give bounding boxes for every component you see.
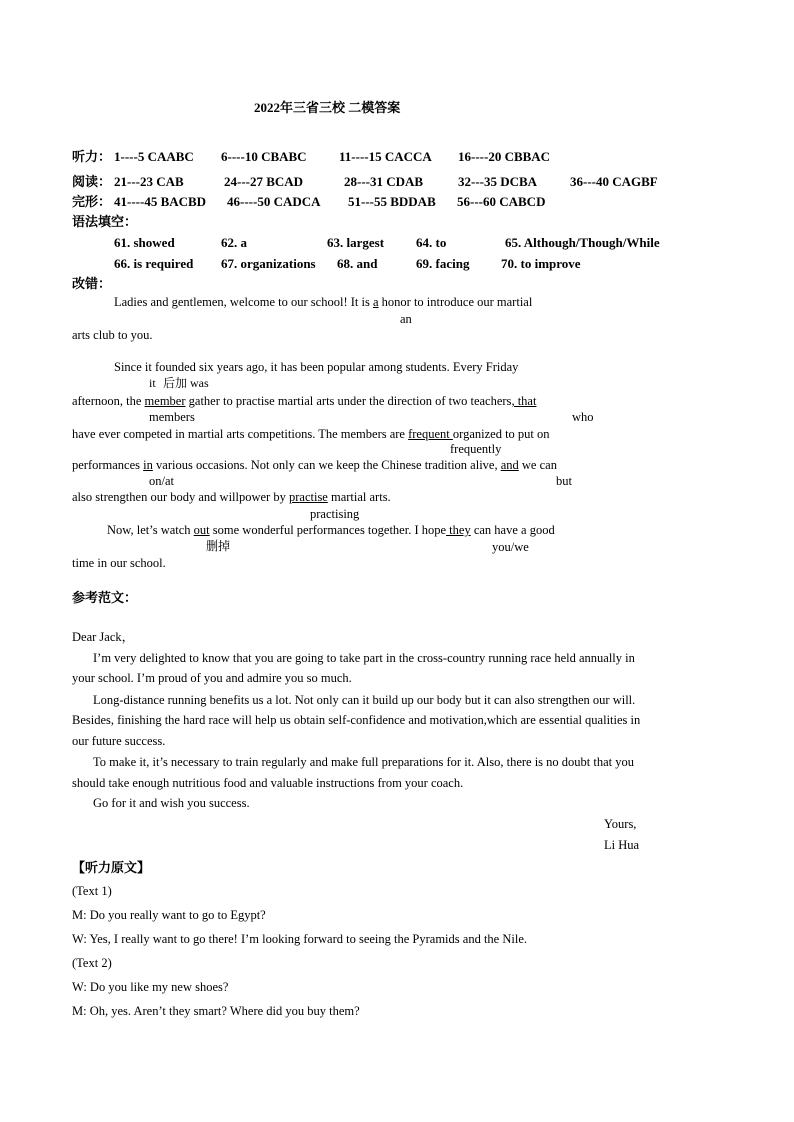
listening-label: 听力： xyxy=(72,149,112,164)
answer-item: 70. to improve xyxy=(501,256,581,271)
correction-fix: but xyxy=(556,474,572,488)
answer-item: 41----45 BACBD xyxy=(114,194,207,209)
answer-item: 56---60 CABCD xyxy=(457,194,546,209)
answer-item: 62. a xyxy=(221,235,247,250)
marked-error: a xyxy=(372,295,379,309)
essay-label: 参考范文： xyxy=(72,590,138,605)
answer-item: 63. largest xyxy=(327,235,385,250)
answer-item: 32---35 DCBA xyxy=(458,174,538,189)
correction-line: Ladies and gentlemen, welcome to our school! It is a honor to introduce our martial xyxy=(114,295,533,309)
answer-item: 51---55 BDDAB xyxy=(348,194,436,209)
answer-item: 67. organizations xyxy=(221,256,316,271)
correction-fix: practising xyxy=(310,507,360,521)
marked-error: , that xyxy=(511,394,537,408)
correction-fix: 后加 was xyxy=(163,376,209,390)
correction-label: 改错： xyxy=(72,276,112,291)
correction-line: time in our school. xyxy=(72,556,166,570)
transcript-label: 【听力原文】 xyxy=(72,860,151,875)
transcript-line: M: Do you really want to go to Egypt? xyxy=(72,908,266,922)
correction-line: Since it founded six years ago, it has been popular among students. Every Friday xyxy=(114,360,519,374)
correction-fix: who xyxy=(572,410,594,424)
reading-label: 阅读： xyxy=(72,174,112,189)
correction-fix: it xyxy=(149,376,156,390)
essay-line: Long-distance running benefits us a lot. Not only can it build up our body but it can also strengthen our will. xyxy=(93,693,636,707)
transcript-line: (Text 1) xyxy=(72,884,112,898)
correction-fix: members xyxy=(149,410,195,424)
answer-item: 36---40 CAGBF xyxy=(570,174,658,189)
marked-error: in xyxy=(143,458,153,472)
answer-item: 1----5 CAABC xyxy=(114,149,194,164)
marked-error: out xyxy=(193,523,210,537)
correction-line: performances in various occasions. Not only can we keep the Chinese tradition alive, and we can xyxy=(72,458,557,472)
grammar-label: 语法填空： xyxy=(72,214,138,229)
transcript-line: W: Do you like my new shoes? xyxy=(72,980,229,994)
essay-line: our future success. xyxy=(72,734,166,748)
marked-error: and xyxy=(500,458,519,472)
answer-item: 68. and xyxy=(337,256,378,271)
answer-item: 6----10 CBABC xyxy=(221,149,307,164)
correction-line: have ever competed in martial arts competitions. The members are frequent organized to put on xyxy=(72,427,550,441)
correction-line: afternoon, the member gather to practise martial arts under the direction of two teachers, that xyxy=(72,394,537,408)
correction-fix: an xyxy=(400,312,412,326)
essay-closing: Yours, xyxy=(604,817,637,831)
correction-fix: 删掉 xyxy=(206,539,231,553)
marked-error: member xyxy=(144,394,186,408)
marked-error: frequent xyxy=(408,427,453,441)
page-title: 2022年三省三校 二模答案 xyxy=(254,100,401,115)
answer-item: 21---23 CAB xyxy=(114,174,184,189)
transcript-line: (Text 2) xyxy=(72,956,112,970)
essay-line: To make it, it’s necessary to train regularly and make full preparations for it. Also, there is no doubt that you xyxy=(93,755,635,769)
essay-line: I’m very delighted to know that you are going to take part in the cross-country running race held annually in xyxy=(93,651,635,665)
answer-item: 11----15 CACCA xyxy=(339,149,432,164)
answer-item: 69. facing xyxy=(416,256,470,271)
correction-fix: frequently xyxy=(450,442,502,456)
correction-line: arts club to you. xyxy=(72,328,153,342)
answer-item: 66. is required xyxy=(114,256,194,271)
answer-item: 61. showed xyxy=(114,235,175,250)
essay-line: your school. I’m proud of you and admire you so much. xyxy=(72,671,352,685)
essay-line: should take enough nutritious food and valuable instructions from your coach. xyxy=(72,776,464,790)
essay-line: Go for it and wish you success. xyxy=(93,796,250,810)
transcript-line: W: Yes, I really want to go there! I’m looking forward to seeing the Pyramids and the Nile. xyxy=(72,932,527,946)
essay-greeting: Dear Jack， xyxy=(72,630,135,644)
answer-item: 16----20 CBBAC xyxy=(458,149,551,164)
answer-item: 24---27 BCAD xyxy=(224,174,304,189)
marked-error: they xyxy=(446,523,471,537)
transcript-line: M: Oh, yes. Aren’t they smart? Where did you buy them? xyxy=(72,1004,360,1018)
answer-item: 46----50 CADCA xyxy=(227,194,321,209)
correction-line: Now, let’s watch out some wonderful performances together. I hope they can have a good xyxy=(107,523,555,537)
marked-error: practise xyxy=(288,490,328,504)
correction-line: also strengthen our body and willpower by practise martial arts. xyxy=(72,490,391,504)
essay-line: Besides, finishing the hard race will help us obtain self-confidence and motivation,which are essential qualities in xyxy=(72,713,641,727)
answer-item: 64. to xyxy=(416,235,447,250)
answer-item: 65. Although/Though/While xyxy=(505,235,660,250)
correction-fix: you/we xyxy=(492,540,529,554)
correction-fix: on/at xyxy=(149,474,174,488)
cloze-label: 完形： xyxy=(72,194,112,209)
answer-item: 28---31 CDAB xyxy=(344,174,424,189)
essay-signature: Li Hua xyxy=(604,838,640,852)
